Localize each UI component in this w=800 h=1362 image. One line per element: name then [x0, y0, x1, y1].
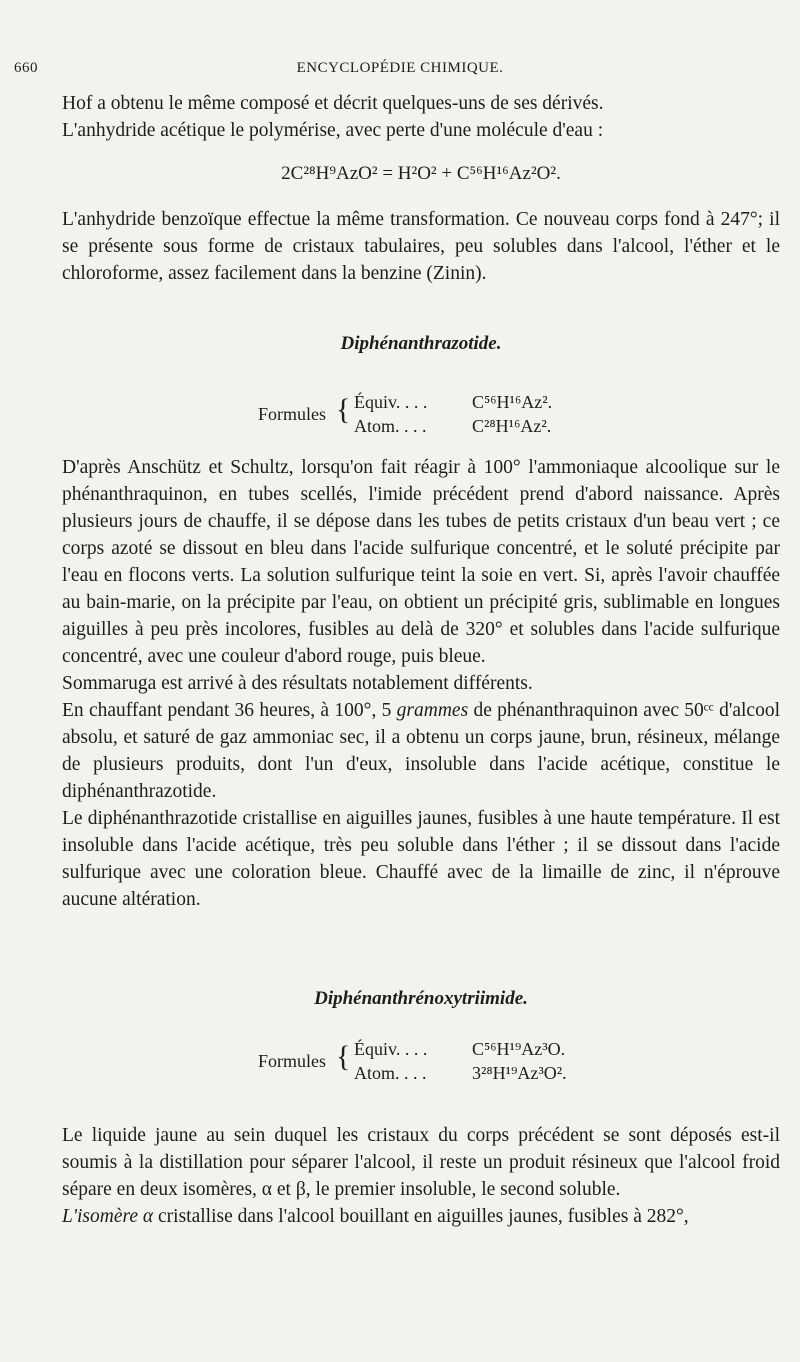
main-text-block — [62, 454, 780, 913]
paragraph-7: Le liquide jaune au sein duquel les cristaux du corps précédent se sont déposés est-il soumis à la distillation pour séparer l'alcool, il reste un produit résineux que l'alcool froid sépare en deux isomères, α et β, le premier insoluble, le second soluble. — [62, 1125, 780, 1200]
formula-row-name: Équiv. . . . — [354, 392, 428, 412]
paragraph-5-italic: grammes — [396, 700, 469, 721]
section-heading-diphenanthrenoxytriimide: Diphénanthrénoxytriimide. — [314, 988, 528, 1009]
paragraph-2: L'anhydride benzoïque effectue la même transformation. Ce nouveau corps fond à 247°; il se présente sous forme de cristaux tabulaires, peu solubles dans l'alcool, l'éther et le chloroforme, assez facilement dans la benzine (Zinin). — [62, 209, 780, 284]
final-text-block — [62, 1122, 780, 1230]
paragraph-8 — [62, 1203, 780, 1230]
paragraph-8-rest: cristallise dans l'alcool bouillant en aiguilles jaunes, fusibles à 282°, — [153, 1206, 689, 1227]
brace-glyph: { — [336, 1040, 351, 1073]
formulas-label: Formules — [258, 404, 327, 424]
formula-row-value: C²⁸H¹⁶Az². — [472, 416, 552, 436]
paragraph-5-b: de phénanthraquinon avec 50ᶜᶜ d'alcool absolu, et saturé de gaz ammoniac sec, il a obtenu un corps jaune, brun, résineux, mélange de plusieurs produits, dont l'un d'eux, insoluble dans l'acide acétique, constitue le diphénanthrazotide. — [62, 700, 780, 802]
paragraph-4: Sommaruga est arrivé à des résultats notablement différents. — [62, 673, 533, 694]
paragraph-5 — [62, 697, 780, 805]
section1-heading-block — [62, 330, 780, 357]
formulas-label: Formules — [258, 1051, 327, 1071]
formula-row-name: Atom. . . . — [354, 416, 427, 436]
page-header — [0, 60, 800, 84]
paragraph-5-a: En chauffant pendant 36 heures, à 100°, 5 — [62, 700, 397, 721]
paragraph-8-italic: L'isomère α — [62, 1206, 154, 1227]
intro-block — [62, 90, 780, 187]
formula-row — [354, 1038, 714, 1062]
para2-block — [62, 206, 780, 287]
running-title: ENCYCLOPÉDIE CHIMIQUE. — [296, 60, 504, 76]
page-number: 660 — [14, 60, 38, 76]
brace-glyph: { — [336, 393, 351, 426]
formula-row-name: Atom. . . . — [354, 1063, 427, 1083]
equation: 2C²⁸H⁹AzO² = H²O² + C⁵⁶H¹⁶Az²O². — [281, 163, 561, 184]
formula-row-value: 3²⁸H¹⁹Az³O². — [472, 1063, 567, 1083]
section-heading-diphenanthrazotide: Diphénanthrazotide. — [340, 333, 502, 354]
para1-line2: L'anhydride acétique le polymérise, avec perte d'une molécule d'eau : — [62, 120, 604, 141]
formula-row — [354, 1062, 714, 1086]
para1-line1: Hof a obtenu le même composé et décrit quelques-uns de ses dérivés. — [62, 93, 604, 114]
paragraph-6: Le diphénanthrazotide cristallise en aiguilles jaunes, fusibles à une haute température. Il est insoluble dans l'acide acétique, très peu soluble dans l'éther ; il se dissout dans l'acide sulfurique avec une coloration bleue. Chauffé avec de la limaille de zinc, il n'éprouve aucune altération. — [62, 808, 780, 910]
section2-heading-block — [62, 985, 780, 1012]
formula-row — [354, 415, 714, 439]
formula-row-name: Équiv. . . . — [354, 1039, 428, 1059]
formula-rows — [354, 391, 714, 439]
formula-rows — [354, 1038, 714, 1086]
paragraph-3: D'après Anschütz et Schultz, lorsqu'on fait réagir à 100° l'ammoniaque alcoolique sur le phénanthraquinon, en tubes scellés, l'imide précédent prend d'abord naissance. Après plusieurs jours de chauffe, il se dépose dans les tubes de petits cristaux d'un beau vert ; ce corps azoté se dissout en bleu dans l'acide sulfurique concentré, et le soluté précipite par l'eau en flocons verts. La solution sulfurique teint la soie en vert. Si, après l'avoir chauffée au bain-marie, on la précipite par l'eau, on obtient un précipité gris, sublimable en longues aiguilles à peu près incolores, fusibles au delà de 320° et solubles dans l'acide sulfurique concentré, avec une couleur d'abord rouge, puis bleue. — [62, 457, 780, 667]
formula-row — [354, 391, 714, 415]
formula-row-value: C⁵⁶H¹⁶Az². — [472, 392, 553, 412]
formula-row-value: C⁵⁶H¹⁹Az³O. — [472, 1039, 566, 1059]
